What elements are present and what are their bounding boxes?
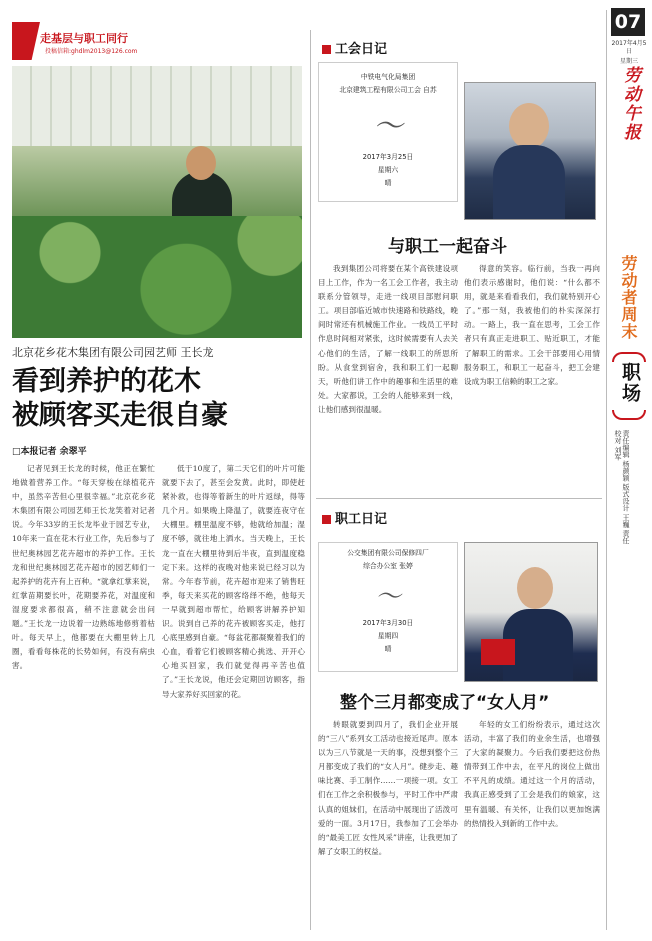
diary1-headline: 与职工一起奋斗 (388, 237, 507, 257)
diary1-org1: 中铁电气化局集团 (360, 73, 416, 81)
section-divider (316, 498, 602, 499)
column-banner (12, 22, 138, 62)
diary1-sign-box (318, 62, 458, 202)
issue-date: 2017年4月5日 (611, 40, 647, 55)
section-name: 劳动者周末 (619, 255, 638, 340)
paper-logo: 劳动午报 (620, 66, 640, 142)
diary2-org2: 综合办公室 张婷 (363, 562, 413, 570)
right-strip-divider (606, 10, 607, 930)
diary1-signature: ～ (373, 109, 403, 144)
diary1-date: 2017年3月25日 (362, 153, 414, 161)
diary2-weekday: 星期四 (377, 632, 399, 640)
section-bracket-top (612, 352, 646, 362)
main-article-col2: 低于10度了，第二天它们的叶片可能就要下去了，甚至会发黄。此时，即使赶紧补救，也得等着新生的叶片返绿，得等几个月。如果晚上降温了，就要连夜守在大棚里。棚里温度不够，他就给加温；湿度不够，就往地上洒水。当天晚上，王长龙一直在大棚里待到后半夜，直到温度稳定下来。这样的夜晚对他来说已经习以为常。今年春节前，花卉超市迎来了销售旺季，每天来买花的顾客络绎不绝，他每天一早就到超市帮忙，给顾客讲解养护知识。说到自己养的花卉被顾客买走，他打心底里感到自豪。“每盆花都凝聚着我们的心血，看着它们被顾客精心挑选、开开心心地买回家，我们就觉得再辛苦也值了。”王长龙说，他还会定期回访顾客，指导大家养好买回家的花。 (162, 464, 305, 699)
diary2-org1: 公交集团有限公司保修四厂 (347, 549, 429, 557)
diary2-section-title: 职工日记 (322, 508, 387, 527)
diary1-weather: 晴 (384, 179, 392, 187)
main-headline-line1: 看到养护的花木 (12, 366, 201, 397)
main-byline: □本报记者 余翠平 (12, 447, 87, 457)
main-headline-line2: 被顾客买走很自豪 (12, 400, 228, 431)
column-divider (310, 30, 311, 930)
photo-caption: 北京花乡花木集团有限公司园艺师 王长龙 (12, 346, 214, 359)
diary2-date: 2017年3月30日 (362, 619, 414, 627)
page-number: 07 (611, 8, 645, 36)
diary2-weather: 晴 (384, 645, 392, 653)
diary2-signature: ～ (374, 582, 401, 612)
banner-email: 投稿信箱:ghdlm2013@126.com (45, 48, 138, 55)
diary2-col1: 转眼就要到四月了，我们企业开展的“三八”系列女工活动也接近尾声。原本以为三八节就是一天的事，没想到整个三月都变成了我们的“女人月”。健步走、趣味比赛、手工制作……一项接一项。女工们在工作之余积极参与，平时工作中严肃认真的姐妹们，在活动中展现出了活泼可爱的一面。3月17日，我参加了工会举办的“最美工匠 女性风采”讲座，让我更加了解了女职工的权益。 (318, 720, 458, 856)
diary2-sign-box (318, 542, 458, 672)
diary1-org2: 北京建筑工程有限公司工会 自苏 (339, 86, 437, 94)
diary1-photo (464, 82, 596, 220)
diary1-section-title: 工会日记 (322, 38, 387, 57)
diary2-photo (464, 542, 598, 682)
section-subname: 职场 (619, 362, 641, 404)
banner-logo (12, 22, 40, 60)
main-article-col1: 记者见到王长龙的时候，他正在繁忙地做着营养工作。“每天穿梭在绿植花卉中，虽然辛苦但心里很幸福。”北京花乡花木集团有限公司园艺师王长龙笑着对记者说。今年33岁的王长龙毕业于园艺专业，10年来一直在花木行业工作，先后参与了世纪奥林园艺花卉超市的养护工作。王长龙和世纪奥林园艺花卉超市的园艺师们一起养护的花卉有上百种。“就拿红掌来说，红掌苗期要长叶，花期要养花，对温度和湿度要求都很高，稍不注意就会出问题。”王长龙一边说着一边熟练地修剪着枯叶。每天早上，他都要在大棚里转上几圈，看看每株花的长势如何，有没有病虫害。 (12, 464, 155, 671)
gardener-photo (12, 66, 302, 338)
diary2-col2: 年轻的女工们纷纷表示，通过这次活动，丰富了我们的业余生活，也增强了大家的凝聚力。今后我们要把这份热情带到工作中去，在平凡的岗位上做出不平凡的成绩。通过这一个月的活动，我真正感受到了工会是我们的娘家，这里有温暖、有关怀，让我们以更加饱满的热情投入到新的工作中去。 (464, 720, 600, 828)
issue-weekday: 星期三 (619, 58, 638, 65)
staff-credits: 责任编辑 杨颜颖 版式设计 王巍 责任校对 刘军 (614, 430, 630, 544)
diary1-col2: 得意的笑容。临行前，当我一再向他们表示感谢时，他们说：“什么都不用，就是来看看我们，我们就特别开心了。”那一刻，我被他们的朴实深深打动。一路上，我一直在思考，工会工作者只有真正走进职工、贴近职工，才能了解职工的需求。工会干部要用心用情服务职工，和职工一起奋斗，把工会建设成为职工信赖的职工之家。 (464, 264, 600, 386)
diary1-col1: 我到集团公司将要在某个高铁建设项目上工作，作为一名工会工作者，我主动联系分管领导，走进一线项目部慰问职工。项目部临近城市快速路和铁路线，晚间时常还有机械施工作业。一线员工平时作息时间相对紧张，这时候需要有人去关心他们的生活，了解一线职工的所思所盼。从食堂到宿舍，我和职工们一起聊天，听他们讲工作中的趣事和生活里的难处。大家都说，工会的人能够来到一线，让他们感到很温暖。 (318, 264, 458, 414)
banner-title: 走基层与职工同行 (40, 32, 128, 45)
diary2-headline: 整个三月都变成了“女人月” (340, 693, 550, 713)
diary1-weekday: 星期六 (377, 166, 399, 174)
section-bracket-bottom (612, 410, 646, 420)
